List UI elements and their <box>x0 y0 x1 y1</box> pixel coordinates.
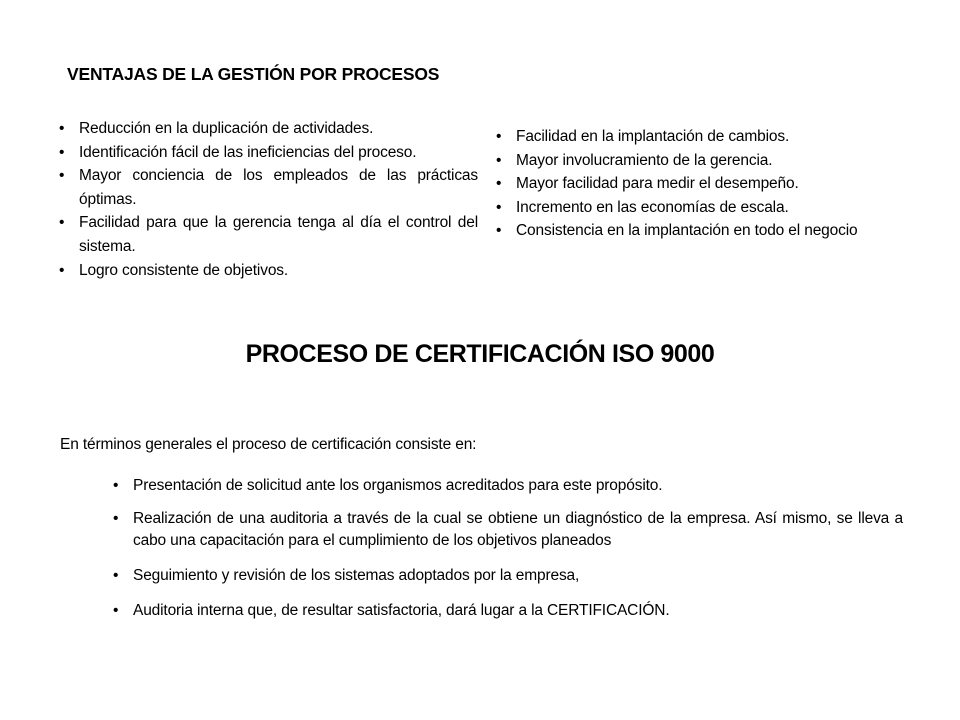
list-item: • Incremento en las economías de escala. <box>496 196 936 220</box>
list-item: • Mayor involucramiento de la gerencia. <box>496 149 936 173</box>
list-item: • Facilidad para que la gerencia tenga al día el control del sistema. <box>59 211 478 258</box>
advantages-title: VENTAJAS DE LA GESTIÓN POR PROCESOS <box>67 64 440 84</box>
list-item: • Mayor conciencia de los empleados de las prácticas óptimas. <box>59 164 478 211</box>
list-item: • Consistencia en la implantación en todo el negocio <box>496 219 936 243</box>
list-item: • Realización de una auditoria a través de la cual se obtiene un diagnóstico de la empresa. Así mismo, se lleva a cabo una capacitación para el cumplimiento de los objetivos planeados <box>113 508 903 552</box>
list-item: • Identificación fácil de las ineficiencias del proceso. <box>59 141 478 165</box>
list-item: • Logro consistente de objetivos. <box>59 259 478 283</box>
list-item: • Auditoria interna que, de resultar satisfactoria, dará lugar a la CERTIFICACIÓN. <box>113 600 903 622</box>
list-item: • Mayor facilidad para medir el desempeño. <box>496 172 936 196</box>
advantages-left-list <box>59 117 478 282</box>
list-item: • Facilidad en la implantación de cambios. <box>496 125 936 149</box>
list-item: • Reducción en la duplicación de actividades. <box>59 117 478 141</box>
advantages-right-list <box>496 125 936 243</box>
list-item: • Seguimiento y revisión de los sistemas adoptados por la empresa, <box>113 565 903 587</box>
certification-title: PROCESO DE CERTIFICACIÓN ISO 9000 <box>245 340 715 368</box>
certification-steps-list <box>113 475 903 635</box>
certification-intro: En términos generales el proceso de certificación consiste en: <box>60 436 477 453</box>
list-item: • Presentación de solicitud ante los organismos acreditados para este propósito. <box>113 475 903 497</box>
